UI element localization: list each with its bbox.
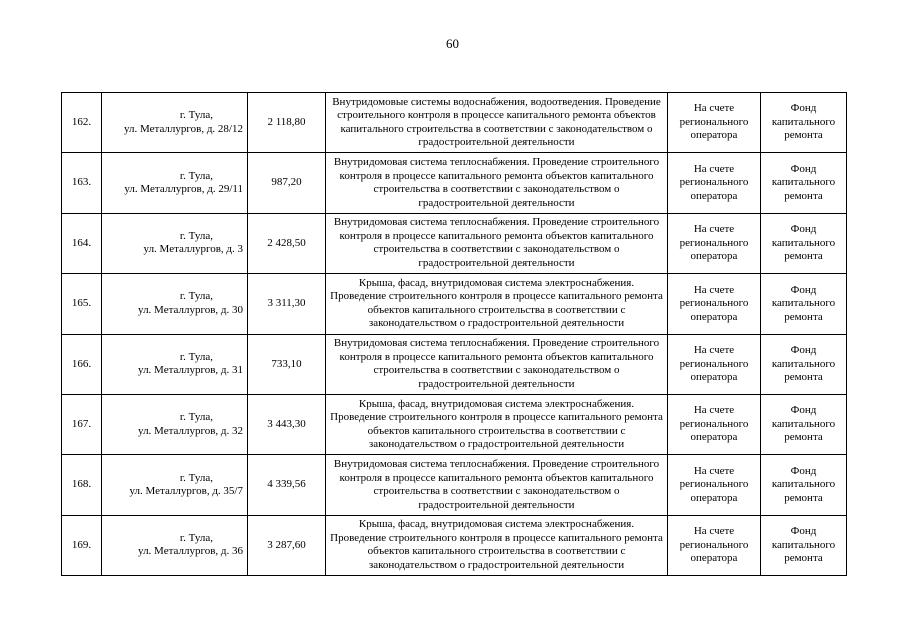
address-street: ул. Металлургов, д. 30 (138, 303, 243, 316)
account-line: оператора (690, 310, 738, 323)
fund-line: ремонта (784, 310, 823, 323)
funding-source-cell (761, 334, 847, 394)
funding-source-cell (761, 394, 847, 454)
fund-line: Фонд (790, 344, 817, 356)
table-row (62, 213, 847, 273)
account-line: На счете (693, 283, 735, 296)
fund-line: капитального (771, 357, 836, 370)
address-street: ул. Металлургов, д. 3 (143, 243, 243, 256)
address-city: г. Тула, (179, 169, 213, 182)
account-line: На счете (693, 102, 735, 115)
address-street: ул. Металлургов, д. 36 (138, 545, 243, 558)
address-cell (102, 455, 248, 515)
fund-line: Фонд (790, 525, 817, 538)
address-city: г. Тула, (179, 290, 213, 303)
fund-line: капитального (771, 236, 836, 249)
fund-line: Фонд (790, 464, 817, 477)
fund-line: ремонта (784, 250, 823, 263)
row-number: 166. (62, 334, 102, 394)
account-cell (668, 93, 761, 153)
account-line: На счете (693, 404, 735, 417)
work-description-cell: Внутридомовая система теплоснабжения. Проведение строительного контроля в процессе капитального ремонта объектов капитального строительства в соответствии с законодательством о градостроительной деятельности (326, 455, 668, 515)
account-line: На счете (693, 162, 735, 175)
area-cell: 2 118,80 (248, 93, 326, 153)
table-row (62, 334, 847, 394)
account-cell (668, 274, 761, 334)
account-line: регионального (679, 236, 749, 249)
account-line: На счете (693, 525, 735, 538)
address-street: ул. Металлургов, д. 32 (138, 424, 243, 437)
address-city: г. Тула, (179, 411, 213, 424)
funding-source-cell (761, 274, 847, 334)
fund-line: Фонд (790, 404, 817, 417)
address-city: г. Тула, (179, 350, 213, 363)
address-cell (102, 274, 248, 334)
address-street: ул. Металлургов, д. 28/12 (123, 122, 243, 135)
address-cell (102, 93, 248, 153)
fund-line: капитального (771, 417, 836, 430)
work-description-cell: Крыша, фасад, внутридомовая система электроснабжения. Проведение строительного контроля в процессе капитального ремонта объектов капитального строительства в соответствии с законодательством о градостроительной деятельности (326, 515, 668, 575)
account-line: регионального (679, 417, 749, 430)
work-description-cell: Внутридомовые системы водоснабжения, водоотведения. Проведение строительного контроля в процессе капитального ремонта объектов капитального строительства в соответствии с законодательством о градостроительной деятельности (326, 93, 668, 153)
funding-source-cell (761, 455, 847, 515)
fund-line: Фонд (790, 102, 817, 115)
address-cell (102, 153, 248, 213)
fund-line: Фонд (790, 162, 817, 175)
fund-line: капитального (771, 478, 836, 491)
address-cell (102, 394, 248, 454)
account-line: регионального (679, 297, 749, 310)
account-cell (668, 334, 761, 394)
fund-line: капитального (771, 297, 836, 310)
row-number: 165. (62, 274, 102, 334)
address-city: г. Тула, (179, 109, 213, 122)
row-number: 167. (62, 394, 102, 454)
fund-line: Фонд (790, 283, 817, 296)
account-line: оператора (690, 371, 738, 383)
account-line: регионального (679, 115, 749, 128)
account-line: На счете (693, 464, 735, 477)
table-row (62, 274, 847, 334)
account-line: На счете (693, 344, 735, 356)
page-number: 60 (446, 36, 459, 51)
area-cell: 987,20 (248, 153, 326, 213)
area-cell: 3 311,30 (248, 274, 326, 334)
work-description-cell: Внутридомовая система теплоснабжения. Проведение строительного контроля в процессе капитального ремонта объектов капитального строительства в соответствии с законодательством о градостроительной деятельности (326, 334, 668, 394)
account-line: оператора (690, 552, 738, 565)
fund-line: ремонта (784, 371, 823, 383)
account-cell (668, 515, 761, 575)
area-cell: 3 287,60 (248, 515, 326, 575)
address-street: ул. Металлургов, д. 35/7 (129, 485, 243, 498)
area-cell: 733,10 (248, 334, 326, 394)
row-number: 169. (62, 515, 102, 575)
account-cell (668, 153, 761, 213)
table-row (62, 153, 847, 213)
repair-registry-table (61, 92, 847, 576)
account-line: регионального (679, 357, 749, 370)
account-line: оператора (690, 129, 738, 142)
fund-line: капитального (771, 538, 836, 551)
address-cell (102, 515, 248, 575)
fund-line: капитального (771, 176, 836, 189)
funding-source-cell (761, 515, 847, 575)
area-cell: 4 339,56 (248, 455, 326, 515)
account-cell (668, 394, 761, 454)
work-description-cell: Внутридомовая система теплоснабжения. Проведение строительного контроля в процессе капитального ремонта объектов капитального строительства в соответствии с законодательством о градостроительной деятельности (326, 153, 668, 213)
address-city: г. Тула, (179, 471, 213, 484)
account-line: оператора (690, 431, 738, 444)
account-line: оператора (690, 189, 738, 202)
row-number: 162. (62, 93, 102, 153)
account-line: регионального (679, 478, 749, 491)
fund-line: Фонд (790, 223, 817, 236)
fund-line: ремонта (784, 491, 823, 504)
account-line: регионального (679, 176, 749, 189)
address-cell (102, 334, 248, 394)
address-city: г. Тула, (179, 531, 213, 544)
registry-body (62, 93, 847, 576)
row-number: 164. (62, 213, 102, 273)
address-city: г. Тула, (179, 229, 213, 242)
fund-line: капитального (771, 115, 836, 128)
row-number: 168. (62, 455, 102, 515)
address-street: ул. Металлургов, д. 29/11 (124, 183, 243, 196)
fund-line: ремонта (784, 189, 823, 202)
work-description-cell: Внутридомовая система теплоснабжения. Проведение строительного контроля в процессе капитального ремонта объектов капитального строительства в соответствии с законодательством о градостроительной деятельности (326, 213, 668, 273)
account-line: регионального (679, 538, 749, 551)
account-line: оператора (690, 491, 738, 504)
account-line: На счете (693, 223, 735, 236)
funding-source-cell (761, 213, 847, 273)
work-description-cell: Крыша, фасад, внутридомовая система электроснабжения. Проведение строительного контроля в процессе капитального ремонта объектов капитального строительства в соответствии с законодательством о градостроительной деятельности (326, 394, 668, 454)
funding-source-cell (761, 93, 847, 153)
account-cell (668, 455, 761, 515)
row-number: 163. (62, 153, 102, 213)
table-row (62, 515, 847, 575)
account-line: оператора (690, 250, 738, 263)
area-cell: 2 428,50 (248, 213, 326, 273)
table-row (62, 455, 847, 515)
work-description-cell: Крыша, фасад, внутридомовая система электроснабжения. Проведение строительного контроля в процессе капитального ремонта объектов капитального строительства в соответствии с законодательством о градостроительной деятельности (326, 274, 668, 334)
address-street: ул. Металлургов, д. 31 (138, 364, 243, 377)
table-row (62, 93, 847, 153)
fund-line: ремонта (784, 129, 823, 142)
funding-source-cell (761, 153, 847, 213)
table-row (62, 394, 847, 454)
account-cell (668, 213, 761, 273)
address-cell (102, 213, 248, 273)
fund-line: ремонта (784, 431, 823, 444)
fund-line: ремонта (784, 552, 823, 565)
area-cell: 3 443,30 (248, 394, 326, 454)
